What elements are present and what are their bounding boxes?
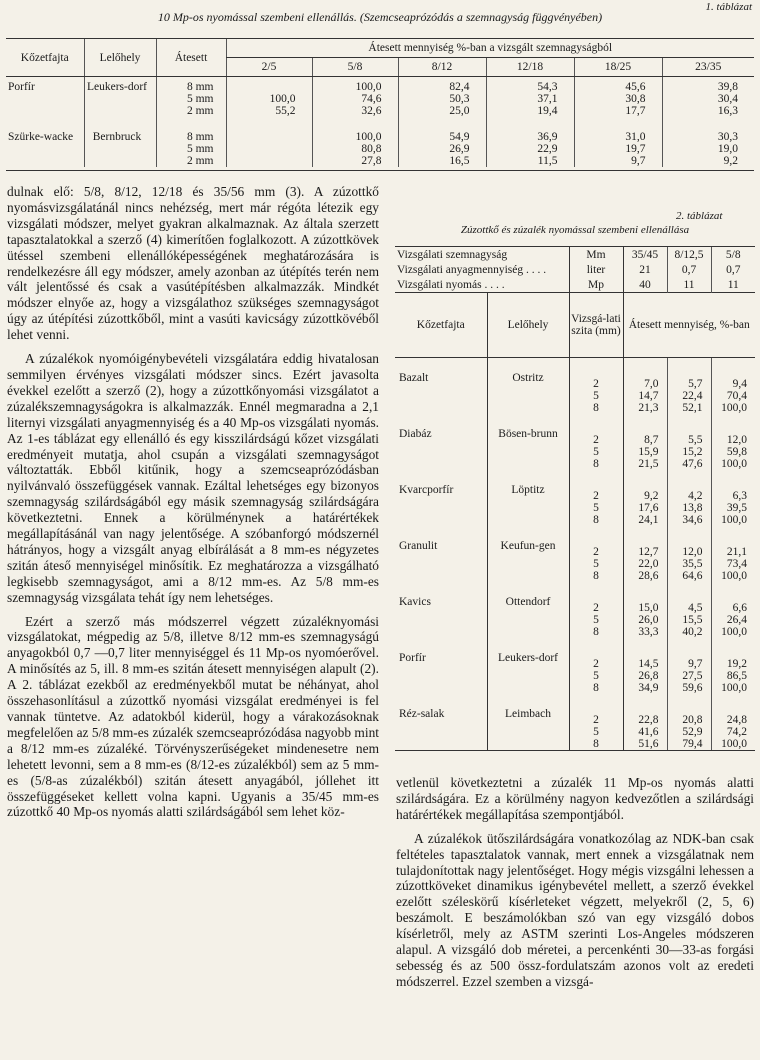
table2-sieve: 8 <box>569 626 623 638</box>
table1-cell: 31,0 <box>574 117 662 143</box>
left-text-column <box>7 184 379 820</box>
table2-head-value: 21 <box>639 264 651 276</box>
table1-cell: 100,0 <box>226 93 312 105</box>
table1-col-header: 8/12 <box>398 58 486 77</box>
table2-head-value: 40 <box>639 279 651 291</box>
table2-sieve: 5 <box>569 614 623 626</box>
table1-cell: 25,0 <box>398 105 486 117</box>
table-row <box>395 414 755 446</box>
table2-cell: 20,8 <box>667 694 711 726</box>
table1-place: Leukers-dorf <box>84 77 156 118</box>
table2-sieve: 2 <box>569 358 623 391</box>
table2-head-unit: Mp <box>569 277 623 293</box>
table2-cell: 21,5 <box>638 458 659 470</box>
table1-cell: 19,4 <box>486 105 574 117</box>
table2-sieve: 2 <box>569 414 623 446</box>
table2-cell: 8,7 <box>644 434 659 446</box>
table1-size: 2 mm <box>156 155 226 167</box>
table2-cell: 26,0 <box>638 614 659 626</box>
table2-head-label: Vizsgálati anyagmennyiség . . . . <box>397 264 547 276</box>
table2-cell: 51,6 <box>623 738 667 751</box>
table2-head-row <box>395 262 755 277</box>
table2-cell: 64,6 <box>667 570 711 582</box>
table2-rock: Diabáz <box>399 428 432 440</box>
table2-cell: 100,0 <box>711 626 755 638</box>
table1-cell: 30,4 <box>662 93 754 105</box>
table2-cell: 59,6 <box>667 682 711 694</box>
table2-header-passed: Átesett mennyiség, %-ban <box>623 293 755 358</box>
table1-size: 2 mm <box>156 105 226 117</box>
table2-head-row <box>395 247 755 263</box>
table2-rock: Porfír <box>399 652 426 664</box>
table2-header-rock: Kőzetfajta <box>395 293 487 358</box>
table2-rock: Kavics <box>399 596 431 608</box>
table-row <box>6 77 754 94</box>
table2-header-sieve: Vizsgá-lati szita (mm) <box>569 293 623 358</box>
paragraph: dulnak elő: 5/8, 8/12, 12/18 és 35/56 mm (3). A zúzottkő nyomásvizsgálatánál nincs nehézség, mert már régóta létezik egy vizsgálati módszer, melyet gyakran alkalmaznak. Az általa szerzett tapasztalatokkal a szerző (4) kimerítően foglalkozott. A zúzottkövek ütéssel szembeni ellenállóképességének meghatározására is rendelkezésre áll egy módszer, amely azonban az útépítés terén nem vált jelentőssé és csak a vasútépítésben alkalmazzák. Mindkét módszer elnyőe az, hogy a vizsgálathoz szükséges szemnagyságot úgy az útépítési zúzottkőből, mint a vasúti kavicságy zúzottkövéből lehet venni. <box>7 184 379 343</box>
table1-col-header: 5/8 <box>312 58 398 77</box>
table2-cell: 47,6 <box>667 458 711 470</box>
table2-cell: 33,3 <box>638 626 659 638</box>
table1-cell: 55,2 <box>226 105 312 117</box>
table1-cell: 17,7 <box>574 105 662 117</box>
table2-head-value: 0,7 <box>667 262 711 277</box>
table-row <box>395 582 755 614</box>
table2-place: Ottendorf <box>487 582 569 638</box>
table1-cell: 22,9 <box>486 143 574 155</box>
table2-head-value: 0,7 <box>711 262 755 277</box>
table1-cell: 9,2 <box>662 155 754 167</box>
table1-cell: 74,6 <box>312 93 398 105</box>
table2-cell: 52,9 <box>667 726 711 738</box>
table1-cell: 9,7 <box>574 155 662 167</box>
table2-rock: Granulit <box>399 540 438 552</box>
table-row <box>395 694 755 726</box>
table2-cell: 6,3 <box>711 470 755 502</box>
table1-cell <box>226 143 312 155</box>
table2-place: Keufun-gen <box>487 526 569 582</box>
table2-head-value: 11 <box>711 277 755 293</box>
table2-place: Leukers-dorf <box>487 638 569 694</box>
table2-cell: 34,6 <box>667 514 711 526</box>
table1-col-header: 18/25 <box>574 58 662 77</box>
table1-cell: 45,6 <box>574 77 662 94</box>
table1-cell: 100,0 <box>312 77 398 94</box>
table-row <box>395 526 755 558</box>
table1-cell: 50,3 <box>398 93 486 105</box>
table2-cell: 12,0 <box>667 526 711 558</box>
table2-cell: 17,6 <box>638 502 659 514</box>
table2-cell: 86,5 <box>711 670 755 682</box>
table2-cell: 73,4 <box>711 558 755 570</box>
table1-cell: 26,9 <box>398 143 486 155</box>
table2-head-unit: liter <box>569 262 623 277</box>
table1-cell: 16,3 <box>662 105 754 117</box>
table2-cell: 34,9 <box>638 682 659 694</box>
table2-sieve: 5 <box>569 446 623 458</box>
table1-col-header: 23/35 <box>662 58 754 77</box>
table2-header-place: Lelőhely <box>487 293 569 358</box>
table2-cell: 22,8 <box>638 714 659 726</box>
table2-cell: 22,4 <box>667 390 711 402</box>
table2-sieve: 2 <box>569 470 623 502</box>
table1-cell: 39,8 <box>662 77 754 94</box>
table2-sieve: 8 <box>569 570 623 582</box>
table2-cell: 13,8 <box>667 502 711 514</box>
table1-size: 8 mm <box>156 77 226 94</box>
table2-cell: 70,4 <box>711 390 755 402</box>
table-row <box>395 638 755 670</box>
table2-sieve: 2 <box>569 694 623 726</box>
table2-cell: 21,3 <box>638 402 659 414</box>
table2-head-value: 5/8 <box>711 247 755 263</box>
table2-cell: 5,7 <box>667 358 711 391</box>
table2-cell: 15,0 <box>638 602 659 614</box>
table1-caption: 10 Mp-os nyomással szembeni ellenállás. (Szemcseaprózódás a szemnagyság függvényében) <box>157 10 603 24</box>
table2-cell: 100,0 <box>711 738 755 751</box>
table2-head-value: 11 <box>667 277 711 293</box>
table2-cell: 14,7 <box>638 390 659 402</box>
table2-cell: 100,0 <box>711 682 755 694</box>
table2-cell: 26,8 <box>638 670 659 682</box>
table2-head-value: 35/45 <box>623 247 667 263</box>
table1-rock: Szürke-wacke <box>8 131 74 143</box>
table2-place: Löptitz <box>487 470 569 526</box>
table1-cell: 32,6 <box>312 105 398 117</box>
table2-cell: 26,4 <box>711 614 755 626</box>
table2-cell: 35,5 <box>667 558 711 570</box>
table1-cell: 19,7 <box>574 143 662 155</box>
table1-header-rock: Kőzetfajta <box>6 39 84 77</box>
table2-cell: 79,4 <box>667 738 711 751</box>
table2-cell: 9,2 <box>644 490 659 502</box>
table2-cell: 100,0 <box>711 402 755 414</box>
table2-sieve: 5 <box>569 390 623 402</box>
table1-cell: 54,3 <box>486 77 574 94</box>
table2-rock: Bazalt <box>399 372 429 384</box>
table1-cell: 80,8 <box>312 143 398 155</box>
table2-sieve: 5 <box>569 558 623 570</box>
table1-cell <box>226 155 312 167</box>
table2-cell: 9,4 <box>711 358 755 391</box>
paragraph: Ezért a szerző más módszerrel végzett zúzaléknyomási vizsgálatokat, mégpedig az 5/8, illetve 8/12 mm-es szemnagyságú anyagokból 0,7 —0,7 liter mennyiséggel és 11 Mp-os nyomóerővel. A minősítés az 5, ill. 8 mm-es szitán átesett mennyiségen alapult (2). A 2. táblázat ezekből az eredményekből mutat be néhányat, ahol összehasonlításul a zúzottkő nyomási vizsgálat eredményei is fel vannak tüntetve. Az adatokból kiderül, hogy a várakozásoknak megfelelően az 5/8 mm-es zúzalék szemcseaprózódása nagyobb mint a 8/12 mm-es zúzaléké. Törvényszerűségeket mindenesetre nem lehetett levonni, sem a 8 mm-es (8/12-es zúzalékból) sem az 5 mm-es (5/8-as zúzalékból) szitán átesett anyagából, jóllehet itt összefüggéseket kellett volna kapni. Ugyanis a 35/45 mm-es zúzottkő 40 Mp-os nyomás alatti szilárdságából sem lehet köz- <box>7 613 379 820</box>
table1-size: 5 mm <box>156 143 226 155</box>
table1-cell: 100,0 <box>312 117 398 143</box>
table1-size: 8 mm <box>156 117 226 143</box>
table1-cell <box>226 77 312 94</box>
table-row <box>395 358 755 391</box>
paragraph: vetlenül következtetni a zúzalék 11 Mp-os nyomás alatti szilárdságára. Ez a körülmény nagyon kedvezőtlen a szilárdsági határértékek megállapítása szempontjából. <box>396 775 754 822</box>
table2-head-label: Vizsgálati szemnagyság <box>395 247 569 263</box>
table1-header-size: Átesett <box>156 39 226 77</box>
table1-cell: 36,9 <box>486 117 574 143</box>
table2-cell: 41,6 <box>638 726 659 738</box>
table2-rock: Kvarcporfír <box>399 484 454 496</box>
table2-head-value: 8/12,5 <box>667 247 711 263</box>
table2-head-unit: Mm <box>569 247 623 263</box>
table1-place: Bernbruck <box>84 117 156 167</box>
table2-cell: 22,0 <box>638 558 659 570</box>
table2-caption: Zúzottkő és zúzalék nyomással szembeni ellenállása <box>460 224 690 236</box>
table2-cell: 15,9 <box>638 446 659 458</box>
table2-sieve: 5 <box>569 670 623 682</box>
table1-cell: 37,1 <box>486 93 574 105</box>
table1 <box>6 38 754 167</box>
table2 <box>395 246 755 751</box>
table2-place: Ostritz <box>487 358 569 415</box>
table2-number: 2. táblázat <box>676 210 723 222</box>
table1-cell: 16,5 <box>398 155 486 167</box>
paragraph: A zúzalékok ütőszilárdságára vonatkozólag az NDK-ban csak feltételes tapasztalatok vannak, mert ennek a vizsgálatnak nem tulajdonítottak nagy jelentőséget. Hogy mégis vizsgálni lehessen a zúzottköveket dinamikus igénybevétel mellett, a szerző évekkel ezelőtt széleskörű kísérleteket végzett, melyekről (2, 5, 6) beszámolt. E beszámolókban szó van egy vizsgáló dobos kísérletről, mely az ASTM szerinti Los-Angeles módszeren alapul. A vizsgáló dob méretei, a percenkénti 30—33-as forgási sebesség és az 500 össz-fordulatszám azonos volt az eredeti módszerrel. Ezzel szemben a vizsgá- <box>396 830 754 989</box>
table2-cell: 6,6 <box>711 582 755 614</box>
table1-rock: Porfír <box>8 81 35 93</box>
table2-cell: 12,0 <box>711 414 755 446</box>
table2-place: Leimbach <box>487 694 569 751</box>
table-row <box>395 470 755 502</box>
table2-cell: 14,5 <box>638 658 659 670</box>
table2-sieve: 5 <box>569 726 623 738</box>
table2-sieve: 2 <box>569 638 623 670</box>
table1-header-place: Lelőhely <box>84 39 156 77</box>
table2-sieve: 8 <box>569 738 623 751</box>
table1-number: 1. táblázat <box>705 1 752 13</box>
table2-cell: 9,7 <box>667 638 711 670</box>
table1-cell: 30,3 <box>662 117 754 143</box>
table2-cell: 59,8 <box>711 446 755 458</box>
table2-sieve: 5 <box>569 502 623 514</box>
table2-cell: 52,1 <box>667 402 711 414</box>
table2-place: Bösen-brunn <box>487 414 569 470</box>
table2-sieve: 2 <box>569 582 623 614</box>
table1-cell: 27,8 <box>312 155 398 167</box>
table2-cell: 12,7 <box>638 546 659 558</box>
table2-sieve: 8 <box>569 402 623 414</box>
table2-cell: 100,0 <box>711 514 755 526</box>
table1-header-group: Átesett mennyiség %-ban a vizsgált szemnagyságból <box>226 39 754 58</box>
table2-cell: 74,2 <box>711 726 755 738</box>
table2-cell: 39,5 <box>711 502 755 514</box>
table2-cell: 15,5 <box>667 614 711 626</box>
table2-cell: 4,2 <box>667 470 711 502</box>
table2-sieve: 8 <box>569 682 623 694</box>
table2-head-label: Vizsgálati nyomás . . . . <box>397 279 505 291</box>
table1-col-header: 2/5 <box>226 58 312 77</box>
table1-col-header: 12/18 <box>486 58 574 77</box>
table2-cell: 4,5 <box>667 582 711 614</box>
table2-sieve: 8 <box>569 458 623 470</box>
paragraph: A zúzalékok nyomóigénybevételi vizsgálatára eddig hivatalosan semmilyen érvényes vizsgálati módszer sincs. Ezért javasolta évekkel ezelőtt a szerző (2), hogy a zúzottkőnyomási vizsgálatot a zúzalékszemnagyságokra is alkalmazzák. Ennél megmaradna a 2,1 liternyi vizsgálati anyagmennyiség és a 40 Mp-os vizsgálati nyomás. Az 1-es táblázat egy ellenálló és egy kisszilárdságú kőzet vizsgálati eredményeit mutatja, ahol csupán a vizsgálati szemnagyságot változtatták. Ebből kitűnik, hogy a szemcseaprózódásban nyilvánvaló összefüggések vannak. Ezáltal lehetséges egy bizonyos szemnagyság szilárdságából egy másik szemnagyság szilárdságára következtetni. Ennek a körülménynek a határértékek megállapításánál van nagy jelentősége. A szóbanforgó módszernél hátrányos, hogy a vizsgált anyag elbírálását a 8 mm-es négyzetes szitán áteső mennyiségel minősítik. Ez meghatározza a vizsgálható legkisebb szemnagyságot, ami a 8/12 mm-es. Az 5/8 mm-es szemnagyság vizsgálata tehát így nem lehetséges. <box>7 351 379 605</box>
table2-cell: 40,2 <box>667 626 711 638</box>
right-text-column <box>396 775 754 990</box>
table2-sieve: 8 <box>569 514 623 526</box>
table2-cell: 19,2 <box>711 638 755 670</box>
table1-cell: 11,5 <box>486 155 574 167</box>
table1-cell: 30,8 <box>574 93 662 105</box>
table-row <box>6 117 754 143</box>
table2-head-row <box>395 277 755 293</box>
table1-cell: 82,4 <box>398 77 486 94</box>
table2-cell: 100,0 <box>711 570 755 582</box>
table2-cell: 21,1 <box>711 526 755 558</box>
table2-cell: 7,0 <box>644 378 659 390</box>
table2-cell: 27,5 <box>667 670 711 682</box>
table2-cell: 24,1 <box>638 514 659 526</box>
table2-cell: 15,2 <box>667 446 711 458</box>
table1-bottom-rule <box>6 170 754 171</box>
table2-cell: 5,5 <box>667 414 711 446</box>
table2-sieve: 2 <box>569 526 623 558</box>
table2-rock: Réz-salak <box>395 694 487 751</box>
table1-cell <box>226 117 312 143</box>
table1-cell: 19,0 <box>662 143 754 155</box>
table2-cell: 28,6 <box>638 570 659 582</box>
table2-cell: 24,8 <box>711 694 755 726</box>
table1-size: 5 mm <box>156 93 226 105</box>
table2-cell: 100,0 <box>711 458 755 470</box>
table1-cell: 54,9 <box>398 117 486 143</box>
